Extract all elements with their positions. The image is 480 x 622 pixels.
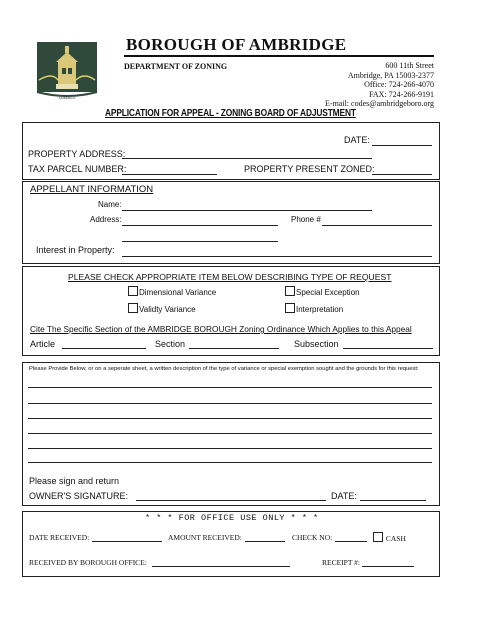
appellant-heading: APPELLANT INFORMATION <box>30 184 154 195</box>
property-address-field[interactable] <box>122 158 372 159</box>
form-title: APPLICATION FOR APPEAL - ZONING BOARD OF ADJUSTMENT <box>105 107 356 119</box>
check-no-label: CHECK NO: <box>292 533 333 542</box>
description-line-4[interactable] <box>28 433 432 434</box>
cash-checkbox[interactable] <box>373 532 383 542</box>
dimensional-variance-checkbox[interactable] <box>128 286 138 296</box>
owner-signature-field[interactable] <box>136 500 326 501</box>
present-zoned-label: PROPERTY PRESENT ZONED: <box>244 164 375 174</box>
fax-number: FAX: 724-266-9191 <box>369 89 434 99</box>
validity-variance-label: Validty Variance <box>139 305 196 314</box>
validity-variance-checkbox[interactable] <box>128 303 138 313</box>
ordinance-cite-text: Cite The Specific Section of the AMBRIDGE BOROUGH Zoning Ordinance Which Applies to this Appeal <box>30 324 412 334</box>
request-heading: PLEASE CHECK APPROPRIATE ITEM BELOW DESCRIBING TYPE OF REQUEST <box>68 272 392 282</box>
interpretation-label: Interpretation <box>296 305 344 314</box>
section-field[interactable] <box>189 348 279 349</box>
description-line-2[interactable] <box>28 403 432 404</box>
special-exception-checkbox[interactable] <box>285 286 295 296</box>
phone-field[interactable] <box>322 225 432 226</box>
article-field[interactable] <box>62 348 146 349</box>
validity-variance-option[interactable] <box>128 303 196 314</box>
name-label: Name: <box>98 200 122 209</box>
date-received-label: DATE RECEIVED: <box>29 533 90 542</box>
tax-parcel-field[interactable] <box>122 174 217 175</box>
received-by-field[interactable] <box>152 566 290 567</box>
interest-label: Interest in Property: <box>36 245 115 255</box>
address-line-2[interactable] <box>122 241 278 242</box>
property-address-label: PROPERTY ADDRESS: <box>28 149 126 159</box>
check-no-field[interactable] <box>335 541 367 542</box>
dimensional-variance-label: Dimensional Variance <box>139 288 217 297</box>
tax-parcel-label: TAX PARCEL NUMBER: <box>28 164 127 174</box>
interest-field[interactable] <box>122 256 432 257</box>
cash-option[interactable] <box>373 532 406 543</box>
amount-received-field[interactable] <box>245 541 285 542</box>
signature-date-field[interactable] <box>360 500 426 501</box>
dimensional-variance-option[interactable] <box>128 286 216 297</box>
city-address: Ambridge, PA 15003-2377 <box>347 70 434 80</box>
office-phone: Office: 724-266-4070 <box>364 80 434 89</box>
office-use-heading: * * * FOR OFFICE USE ONLY * * * <box>145 513 319 523</box>
section-label: Section <box>155 339 186 349</box>
phone-label: Phone # <box>291 215 321 224</box>
subsection-label: Subsection <box>294 339 339 349</box>
subsection-field[interactable] <box>343 348 433 349</box>
email-address: E-mail: codes@ambridgeboro.org <box>325 99 434 108</box>
description-instruction: Please Provide Below, or on a seperate sheet, a written description of the type of variance or special exemption sought and the grounds for this request: <box>29 366 419 372</box>
present-zoned-field[interactable] <box>372 174 432 175</box>
svg-text:AMBRIDGE: AMBRIDGE <box>58 96 76 100</box>
address-label: Address: <box>90 215 122 224</box>
description-line-5[interactable] <box>28 448 432 449</box>
description-line-1[interactable] <box>28 387 432 388</box>
department-label: DEPARTMENT OF ZONING <box>124 62 228 71</box>
description-line-6[interactable] <box>28 462 432 463</box>
borough-seal-logo <box>34 40 100 102</box>
article-label: Article <box>30 339 56 349</box>
name-field[interactable] <box>122 210 372 211</box>
appellant-address-field[interactable] <box>122 225 278 226</box>
cash-label: CASH <box>385 534 406 543</box>
amount-received-label: AMOUNT RECEIVED: <box>168 533 242 542</box>
sign-instruction: Please sign and return <box>29 476 120 486</box>
interpretation-checkbox[interactable] <box>285 303 295 313</box>
date-field[interactable] <box>372 145 432 146</box>
signature-date-label: DATE: <box>331 491 357 501</box>
date-received-field[interactable] <box>92 541 162 542</box>
title-rule <box>124 55 434 57</box>
date-label: DATE: <box>344 135 370 145</box>
receipt-label: RECEIPT #: <box>322 558 360 567</box>
received-by-label: RECEIVED BY BOROUGH OFFICE: <box>29 558 147 567</box>
receipt-field[interactable] <box>362 566 414 567</box>
contact-block <box>325 61 434 109</box>
description-line-3[interactable] <box>28 418 432 419</box>
interpretation-option[interactable] <box>285 303 343 314</box>
page-title: BOROUGH OF AMBRIDGE <box>126 35 347 54</box>
special-exception-option[interactable] <box>285 286 360 297</box>
street-address: 600 11th Street <box>385 61 434 70</box>
special-exception-label: Special Exception <box>296 288 360 297</box>
owner-signature-label: OWNER'S SIGNATURE: <box>29 491 129 501</box>
